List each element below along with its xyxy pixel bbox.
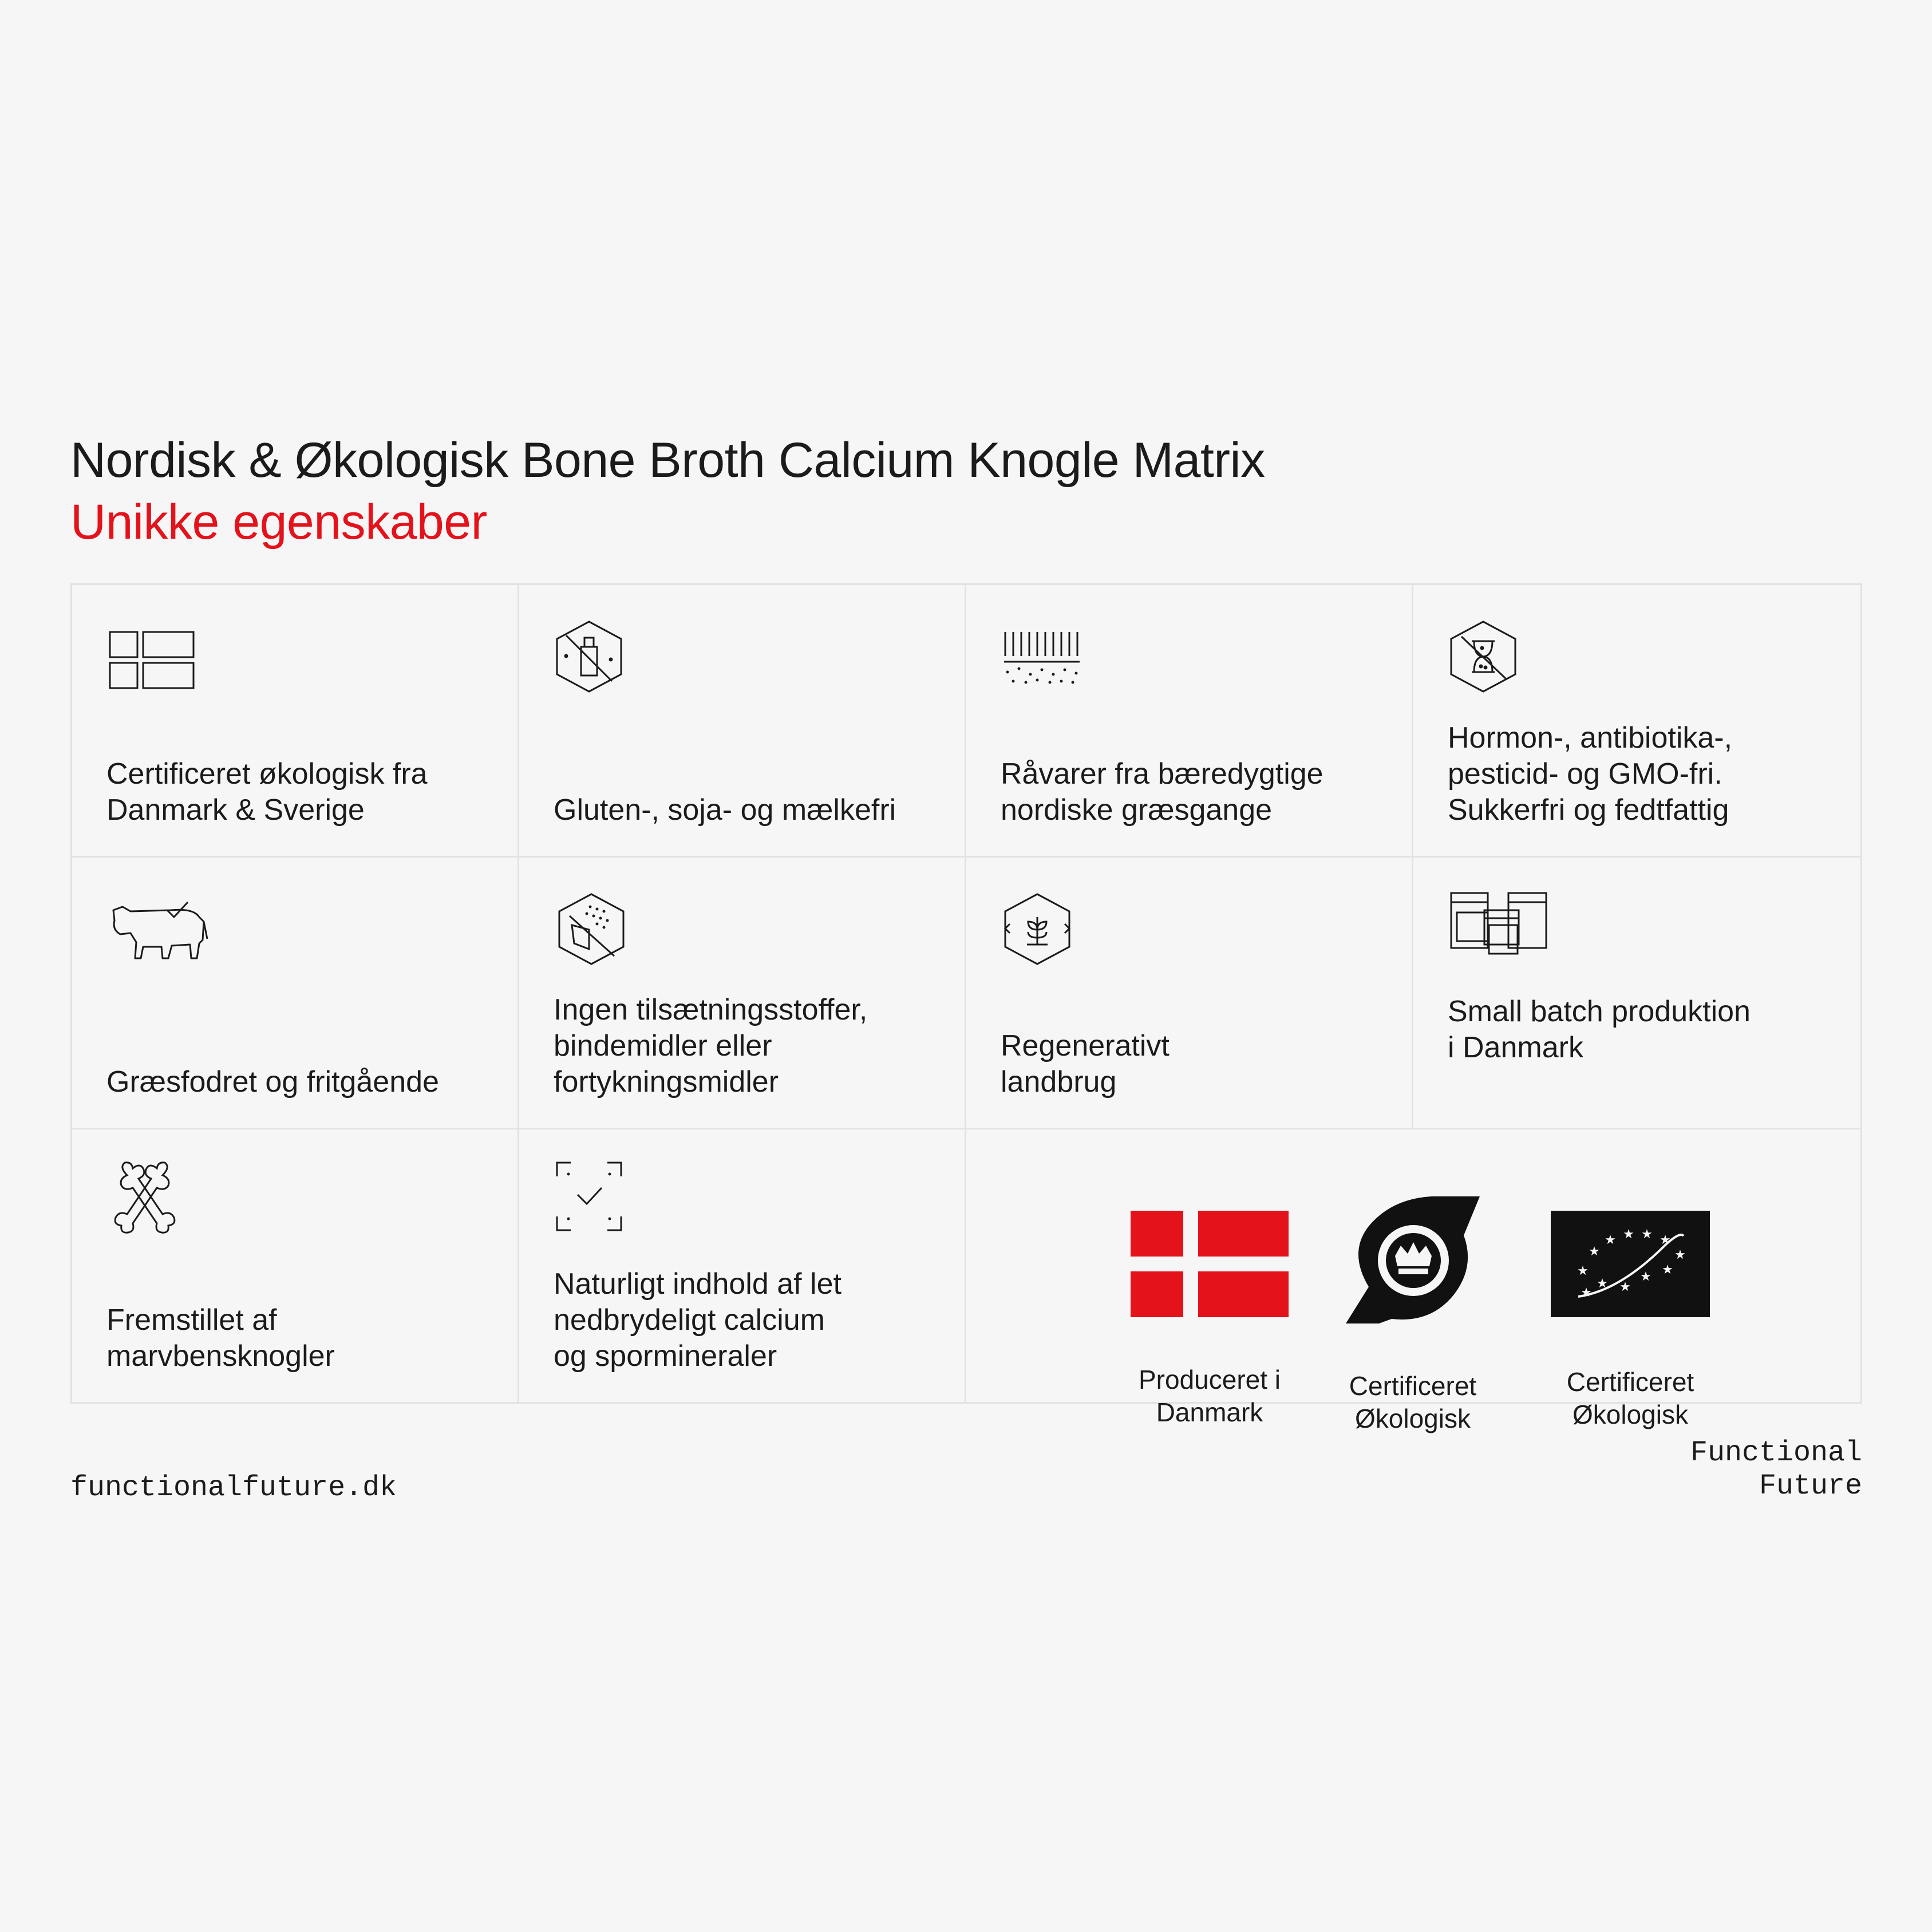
svg-text:★: ★ (1623, 1227, 1634, 1242)
feature-text: Græsfodret og fritgående (106, 1065, 439, 1099)
no-hourglass-hexagon-icon (1449, 615, 1558, 701)
feature-cell-pastures (966, 585, 1413, 858)
feature-text: Hormon-, antibiotika-, pesticid- og GMO-fri. Sukkerfri og fedtfattig (1448, 721, 1733, 827)
no-additives-hexagon-icon (555, 887, 663, 973)
svg-text:★: ★ (1660, 1233, 1671, 1248)
feature-text: Certificeret økologisk fra Danmark & Sverige (106, 757, 428, 827)
logo-eu-organic (1539, 1178, 1722, 1464)
logo-denmark (1118, 1178, 1301, 1461)
feature-text: Regenerativt landbrug (1001, 1029, 1170, 1099)
logo-label: Certificeret Økologisk (1566, 1367, 1694, 1430)
feature-cell-grassfed (72, 858, 519, 1130)
eu-organic-leaf-icon (1551, 1211, 1710, 1317)
feature-text: Ingen tilsætningsstoffer, bindemidler eller fortykningsmidler (554, 993, 868, 1099)
website-url[interactable]: functionalfuture.dk (70, 1472, 397, 1504)
feature-cell-bones (72, 1129, 519, 1402)
feature-text: Naturligt indhold af let nedbrydeligt calcium og spormineraler (554, 1267, 841, 1373)
feature-cell-calcium (519, 1129, 966, 1402)
feature-cell-hormone-free (1413, 585, 1860, 858)
svg-text:★: ★ (1640, 1270, 1652, 1285)
feature-text: Gluten-, soja- og mælkefri (554, 793, 896, 827)
svg-text:★: ★ (1641, 1227, 1653, 1242)
svg-text:★: ★ (1605, 1233, 1616, 1248)
danish-organic-seal-icon (1346, 1196, 1480, 1323)
page-title: Nordisk & Økologisk Bone Broth Calcium Knogle Matrix (70, 433, 1265, 488)
logo-label: Produceret i Danmark (1138, 1365, 1281, 1428)
svg-text:★: ★ (1597, 1277, 1608, 1291)
svg-text:★: ★ (1589, 1244, 1600, 1259)
logo-label: Certificeret Økologisk (1349, 1371, 1477, 1434)
certification-logos (966, 1129, 1860, 1434)
danish-flag-icon (1131, 1211, 1289, 1317)
svg-text:★: ★ (1619, 1280, 1631, 1295)
svg-text:★: ★ (1674, 1248, 1686, 1263)
feature-text: Råvarer fra bæredygtige nordiske græsgange (1001, 757, 1323, 827)
feature-cell-regenerative (966, 858, 1413, 1130)
feature-cell-no-additives (519, 858, 966, 1130)
small-batch-boxes-icon (1449, 887, 1558, 973)
scan-check-icon (555, 1159, 663, 1245)
feature-cell-gluten-free (519, 585, 966, 858)
crossed-bones-icon (108, 1159, 216, 1245)
grass-field-icon (1002, 615, 1111, 701)
feature-cell-organic (72, 585, 519, 858)
svg-text:★: ★ (1577, 1264, 1589, 1279)
feature-text: Fremstillet af marvbensknogler (106, 1303, 335, 1373)
feature-text: Small batch produktion i Danmark (1448, 995, 1751, 1065)
cow-check-icon (108, 887, 216, 973)
feature-grid (70, 583, 1862, 1434)
no-bottle-hexagon-icon (555, 615, 663, 701)
svg-text:★: ★ (1662, 1263, 1673, 1278)
brand-wordmark: Functional Future (1690, 1437, 1862, 1503)
page-subtitle: Unikke egenskaber (70, 495, 487, 550)
feature-cell-small-batch (1413, 858, 1860, 1130)
logo-danish-organic (1327, 1164, 1499, 1468)
regenerative-plant-icon (1002, 887, 1111, 973)
grid-squares-icon (108, 615, 216, 701)
svg-text:★: ★ (1581, 1286, 1592, 1301)
